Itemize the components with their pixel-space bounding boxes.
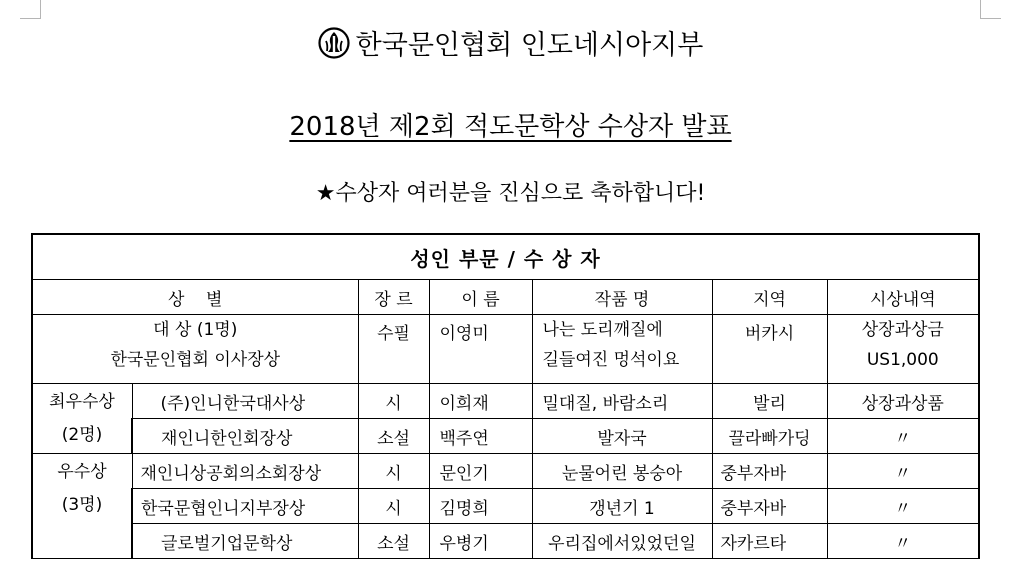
- prize: 〃: [827, 489, 979, 524]
- grand-award-sponsor: 한국문인협회 이사장상: [110, 350, 281, 370]
- organization-name: 한국문인협회 인도네시아지부: [355, 30, 704, 61]
- prize: 〃: [827, 454, 979, 489]
- region: 발리: [712, 384, 827, 419]
- winner-name: 우병기: [429, 524, 532, 559]
- grand-prize-line1: 상장과상금: [861, 320, 944, 340]
- header-genre: 장 르: [358, 280, 429, 315]
- winner-name: 문인기: [429, 454, 532, 489]
- prize: 상장과상품: [827, 384, 979, 419]
- page-corner-mark-left: [20, 0, 41, 19]
- prize: 〃: [827, 524, 979, 559]
- top-excellence-label: 최우수상: [49, 392, 115, 412]
- genre: 소설: [358, 524, 429, 559]
- excellence-label: 우수상: [57, 462, 107, 482]
- work-title: 밀대질, 바람소리: [532, 384, 712, 419]
- work-title: 갱년기 1: [532, 489, 712, 524]
- winner-name: 백주연: [429, 419, 532, 454]
- region: 중부자바: [712, 454, 827, 489]
- work-title: 우리집에서있었던일: [532, 524, 712, 559]
- genre: 시: [358, 384, 429, 419]
- organization-heading: [0, 26, 1021, 66]
- table-row: [32, 419, 979, 454]
- genre: 소설: [358, 419, 429, 454]
- header-award: 상 별: [32, 280, 358, 315]
- grand-genre: 수필: [358, 315, 429, 384]
- grand-work-line1: 나는 도리깨질에: [542, 320, 663, 340]
- region: 자카르타: [712, 524, 827, 559]
- table-row-grand-prize: [32, 315, 979, 384]
- association-logo-icon: [318, 27, 350, 59]
- header-name: 이 름: [429, 280, 532, 315]
- grand-award-cell: [32, 315, 358, 384]
- genre: 시: [358, 454, 429, 489]
- announcement-title-text: 2018년 제2회 적도문학상 수상자 발표: [289, 112, 732, 142]
- award-name: (주)인니한국대사상: [132, 384, 358, 419]
- section-title: 성인 부문 / 수 상 자: [32, 234, 979, 280]
- excellence-count: (3명): [61, 495, 103, 515]
- grand-work-cell: [532, 315, 712, 384]
- work-title: 발자국: [532, 419, 712, 454]
- awards-table: [31, 233, 980, 559]
- table-header-row: [32, 280, 979, 315]
- winner-name: 이희재: [429, 384, 532, 419]
- table-row: [32, 524, 979, 559]
- excellence-category: [32, 454, 132, 559]
- prize: 〃: [827, 419, 979, 454]
- grand-award-title: 대 상 (1명): [153, 320, 238, 340]
- table-row: [32, 454, 979, 489]
- region: 끌라빠가딩: [712, 419, 827, 454]
- award-name: 재인니상공회의소회장상: [132, 454, 358, 489]
- announcement-title: [0, 108, 1021, 146]
- award-name: 재인니한인회장상: [132, 419, 358, 454]
- table-row: [32, 384, 979, 419]
- top-excellence-category: [32, 384, 132, 454]
- header-region: 지역: [712, 280, 827, 315]
- congratulations-message: ★수상자 여러분을 진심으로 축하합니다!: [315, 181, 706, 206]
- page-corner-mark-right: [980, 0, 1001, 19]
- grand-prize-line2: US1,000: [866, 350, 939, 370]
- top-excellence-count: (2명): [61, 425, 103, 445]
- table-row: [32, 489, 979, 524]
- winner-name: 김명희: [429, 489, 532, 524]
- genre: 시: [358, 489, 429, 524]
- section-title-row: [32, 234, 979, 280]
- award-name: 한국문협인니지부장상: [132, 489, 358, 524]
- grand-work-line2: 길들여진 멍석이요: [542, 350, 680, 370]
- award-name: 글로벌기업문학상: [132, 524, 358, 559]
- work-title: 눈물어린 봉숭아: [532, 454, 712, 489]
- region: 중부자바: [712, 489, 827, 524]
- grand-name: 이영미: [429, 315, 532, 384]
- header-prize: 시상내역: [827, 280, 979, 315]
- grand-prize-cell: [827, 315, 979, 384]
- header-work: 작품 명: [532, 280, 712, 315]
- grand-region: 버카시: [712, 315, 827, 384]
